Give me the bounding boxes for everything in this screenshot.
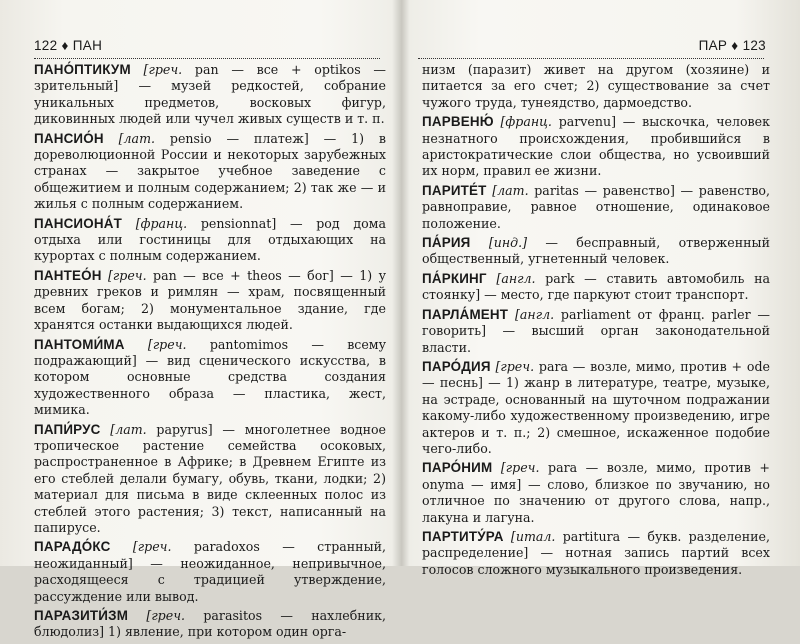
headword: ПАРО́НИМ xyxy=(422,460,493,476)
headword: ПАНО́ПТИКУМ xyxy=(34,62,131,77)
dictionary-entry xyxy=(422,529,770,578)
dictionary-entry xyxy=(34,216,386,265)
dictionary-entry xyxy=(422,271,770,304)
right-page xyxy=(404,0,800,577)
etymology-source: [англ. xyxy=(496,270,536,286)
etymology-source: [греч. xyxy=(147,336,187,352)
definition: parliament от франц. parler — говорить] — высший орган законодательной власти. xyxy=(422,306,770,355)
etymology-source: [лат. xyxy=(118,130,156,146)
etymology-source: [англ. xyxy=(515,306,555,322)
definition: pantomimos — всему подражающий] — вид сценического искусства, в котором основные средства создания художественного образа — пластика, жест, мимика. xyxy=(34,336,386,418)
definition: pan — все + theos — бог] — 1) у древних греков и римлян — храм, посвященный всем богам; 2) монументальное здание, где хранятся останки выдающихся людей. xyxy=(34,267,386,333)
diamond-separator-icon: ♦ xyxy=(61,38,69,53)
etymology-source: [греч. xyxy=(107,267,147,283)
definition: para — возле, мимо, против + onyma — имя] — слово, близкое по звучанию, но отличное по значению от другого слова, напр., лакуна и лагуна. xyxy=(422,460,770,525)
etymology-source: [греч. xyxy=(495,358,535,374)
dictionary-entries-right xyxy=(422,62,770,581)
dictionary-entry xyxy=(422,183,770,232)
dictionary-entries-left xyxy=(34,62,386,644)
definition: pan — все + optikos — зрительный] — музей редкостей, собрание уникальных предметов, восковых фигур, диковинных людей или чучел живых существ и т. п. xyxy=(34,62,386,127)
etymology-source: [греч. xyxy=(500,460,540,476)
etymology-source: [франц. xyxy=(500,114,552,130)
diamond-separator-icon: ♦ xyxy=(731,38,739,53)
dictionary-entry xyxy=(34,337,386,419)
dictionary-entry xyxy=(422,460,770,526)
running-head-left xyxy=(34,38,102,53)
headword: ПАРО́ДИЯ xyxy=(422,358,491,374)
etymology-source: [итал. xyxy=(510,528,556,544)
headword: ПАНТЕО́Н xyxy=(34,267,102,283)
range-word: ПАР xyxy=(698,38,728,53)
header-divider xyxy=(418,58,764,59)
headword: ПАНСИОНА́Т xyxy=(34,215,122,231)
dictionary-entry xyxy=(422,307,770,356)
headword: ПАРИТЕ́Т xyxy=(422,182,487,198)
headword: ПАРЛА́МЕНТ xyxy=(422,306,509,322)
headword: ПАРТИТУ́РА xyxy=(422,528,504,544)
headword: ПАРАДО́КС xyxy=(34,539,111,555)
header-divider xyxy=(34,58,380,59)
headword: ПАПИ́РУС xyxy=(34,421,101,437)
definition: parvenu] — выскочка, человек незнатного происхождения, пробившийся в аристократические слои общества, но усвоивший их норм, правил ее жизни. xyxy=(422,114,770,179)
definition: pensio — платеж] — 1) в дореволюционной России и некоторых зарубежных странах — закрытое учебное заведение с общежитием и полным содержанием; 2) так же — и жилья с полным содержанием. xyxy=(34,130,386,212)
etymology-source: [лат. xyxy=(492,182,529,198)
headword: ПАРАЗИТИ́ЗМ xyxy=(34,608,129,623)
headword: ПАНСИО́Н xyxy=(34,130,104,146)
dictionary-entry xyxy=(422,114,770,180)
definition: paritas — равенство] — равенство, равноправие, равное отношение, одинаковое положение. xyxy=(422,182,770,231)
dictionary-entry xyxy=(34,608,386,641)
etymology-source: [лат. xyxy=(110,421,147,437)
dictionary-entry xyxy=(422,235,770,268)
etymology-source: [инд.] xyxy=(488,235,528,251)
dictionary-entry xyxy=(422,359,770,457)
page-number: 123 xyxy=(742,38,766,53)
page-number: 122 xyxy=(34,38,58,53)
dictionary-entry xyxy=(34,422,386,537)
dictionary-entry xyxy=(34,268,386,334)
dictionary-entry xyxy=(34,539,386,605)
headword: ПА́РКИНГ xyxy=(422,270,487,286)
definition: para — возле, мимо, против + ode — песнь] — 1) жанр в литературе, театре, музыке, на эстраде, основанный на шуточном подражании какому-либо художественному произведению, игре актеров и т. п.; 2) смешное, искаженное подобие чего-либо. xyxy=(422,358,770,456)
definition: pensionnat] — род дома отдыха или гостиницы для отдыхающих на курортах с полным содержанием. xyxy=(34,215,386,264)
etymology-source: [франц. xyxy=(135,215,188,231)
etymology-source: [греч. xyxy=(146,608,186,623)
running-head-right xyxy=(699,38,766,53)
definition: park — ставить автомобиль на стоянку] — место, где паркуют стоит транспорт. xyxy=(422,270,770,303)
definition: parasitos — нахлебник, блюдолиз] 1) явление, при котором один орга- xyxy=(34,608,386,640)
entry-continuation: низм (паразит) живет на другом (хозяине) и питается за его счет; 2) существование за счет чужого труда, тунеядство, дармоедство. xyxy=(422,62,770,110)
etymology-source: [греч. xyxy=(143,62,183,77)
range-word: ПАН xyxy=(72,38,103,53)
left-page xyxy=(0,0,400,640)
definition: — бесправный, отверженный общественный, угнетенный человек. xyxy=(422,235,770,267)
headword: ПА́РИЯ xyxy=(422,235,471,251)
headword: ПАРВЕНЮ́ xyxy=(422,114,494,130)
definition: partitura — букв. разделение, распределение] — нотная запись партий всех голосов сложного музыкального произведения. xyxy=(422,528,770,577)
headword: ПАНТОМИ́МА xyxy=(34,336,125,352)
definition: paradoxos — странный, неожиданный] — неожиданное, непривычное, расходящееся с традицией утверждение, рассуждение или вывод. xyxy=(34,539,386,604)
dictionary-entry xyxy=(34,131,386,213)
dictionary-entry xyxy=(34,62,386,128)
etymology-source: [греч. xyxy=(132,539,172,555)
definition: papyrus] — многолетнее водное тропическое растение семейства осоковых, распространенное в Африке; в Древнем Египте из его стеблей делали бумагу, обувь, ткани, лодки; 2) материал для письма в виде склеенных полос из стеблей этого растения; 3) текст, написанный на папирусе. xyxy=(34,421,386,535)
